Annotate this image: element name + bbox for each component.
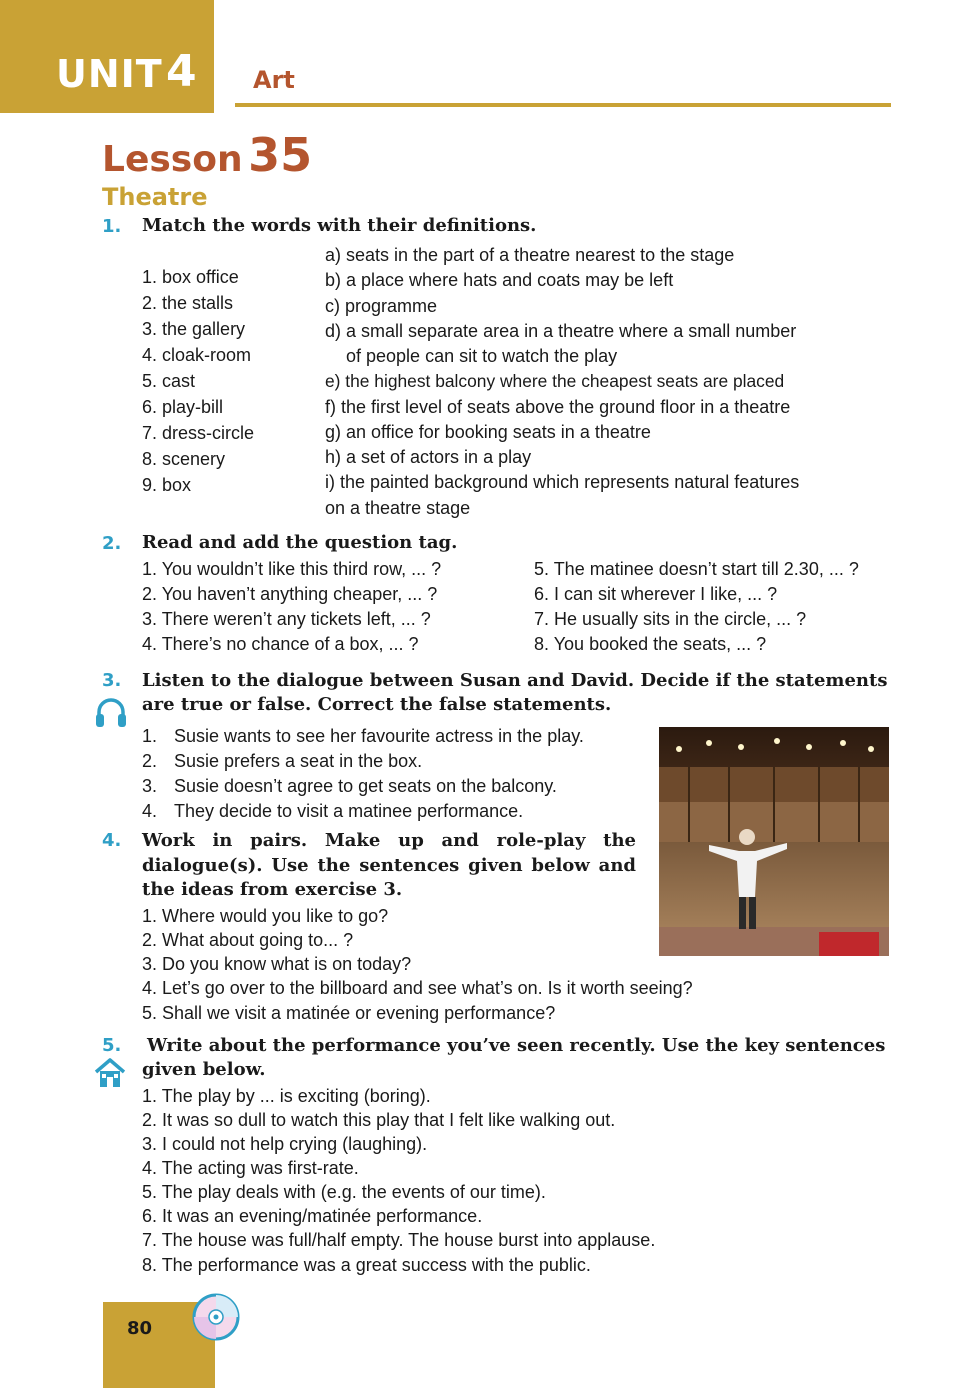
question-tag-item: 4. There’s no chance of a box, ... ? (142, 634, 419, 654)
question-tag-item: 6. I can sit wherever I like, ... ? (534, 584, 778, 604)
statement-text: Susie doesn’t agree to get seats on the balcony. (174, 776, 557, 796)
house-icon (94, 1058, 126, 1088)
word-item: 7. dress-circle (142, 423, 255, 443)
key-sentence: 3. I could not help crying (laughing). (142, 1134, 428, 1154)
word-item: 3. the gallery (142, 319, 246, 339)
word-item: 5. cast (142, 371, 196, 391)
key-sentence: 7. The house was full/half empty. The house burst into applause. (142, 1230, 656, 1250)
word-item: 6. play-bill (142, 397, 224, 417)
key-sentence: 5. The play deals with (e.g. the events of our time). (142, 1182, 546, 1202)
statement-number: 3. (142, 776, 158, 796)
exercise-2-instruction: Read and add the question tag. (142, 532, 458, 553)
statement-text: Susie wants to see her favourite actress in the play. (174, 726, 584, 746)
key-sentence: 8. The performance was a great success with the public. (142, 1255, 591, 1275)
exercise-1-instruction: Match the words with their definitions. (142, 215, 537, 236)
definition-item: a) seats in the part of a theatre nearest to the stage (325, 245, 735, 265)
word-item: 4. cloak-room (142, 345, 252, 365)
exercise-5-instruction-line-1: Write about the performance you’ve seen recently. Use the key sentences (147, 1035, 886, 1056)
lesson-number: 35 (248, 128, 313, 182)
exercise-4-instruction-line-2: dialogue(s). Use the sentences given below and (142, 855, 636, 876)
key-sentence: 4. The acting was first-rate. (142, 1158, 359, 1178)
definition-item: on a theatre stage (325, 498, 471, 518)
dialogue-sentence: 1. Where would you like to go? (142, 906, 389, 926)
exercise-5-instruction-line-2: given below. (142, 1059, 266, 1080)
definition-item: e) the highest balcony where the cheapest seats are placed (325, 371, 785, 391)
statement-number: 2. (142, 751, 158, 771)
lesson-subtitle: Theatre (102, 183, 208, 211)
word-item: 2. the stalls (142, 293, 234, 313)
word-item: 1. box office (142, 267, 239, 287)
exercise-5-number: 5. (102, 1035, 122, 1056)
definition-item: c) programme (325, 296, 438, 316)
question-tag-item: 3. There weren’t any tickets left, ... ? (142, 609, 431, 629)
key-sentence: 6. It was an evening/matinée performance. (142, 1206, 483, 1226)
word-item: 8. scenery (142, 449, 226, 469)
question-tag-item: 5. The matinee doesn’t start till 2.30, ... ? (534, 559, 859, 579)
exercise-1-number: 1. (102, 216, 122, 237)
page-number: 80 (127, 1318, 153, 1339)
dialogue-sentence: 3. Do you know what is on today? (142, 954, 412, 974)
dialogue-sentence: 5. Shall we visit a matinée or evening performance? (142, 1003, 556, 1023)
exercise-3-number: 3. (102, 670, 122, 691)
statement-text: Susie prefers a seat in the box. (174, 751, 423, 771)
headphones-icon (94, 697, 128, 729)
exercise-4-instruction-line-1: Work in pairs. Make up and role-play the (142, 830, 636, 851)
question-tag-item: 2. You haven’t anything cheaper, ... ? (142, 584, 438, 604)
unit-title: Art (253, 66, 295, 94)
theatre-photo (659, 727, 889, 956)
question-tag-item: 7. He usually sits in the circle, ... ? (534, 609, 807, 629)
statement-text: They decide to visit a matinee performance. (174, 801, 524, 821)
lesson-title (102, 128, 312, 182)
key-sentence: 1. The play by ... is exciting (boring). (142, 1086, 431, 1106)
exercise-4-number: 4. (102, 830, 122, 851)
definition-item: h) a set of actors in a play (325, 447, 532, 467)
exercise-3-instruction-line-2: are true or false. Correct the false statements. (142, 694, 612, 715)
word-item: 9. box (142, 475, 192, 495)
exercise-4-instruction-line-3: the ideas from exercise 3. (142, 879, 403, 900)
definition-item: of people can sit to watch the play (346, 346, 618, 366)
definition-item: f) the first level of seats above the ground floor in a theatre (325, 397, 791, 417)
dialogue-sentence: 2. What about going to... ? (142, 930, 354, 950)
key-sentence: 2. It was so dull to watch this play that I felt like walking out. (142, 1110, 616, 1130)
unit-label: UNIT (56, 52, 163, 96)
lesson-word: Lesson (102, 139, 243, 180)
dialogue-sentence: 4. Let’s go over to the billboard and see what’s on. Is it worth seeing? (142, 978, 693, 998)
definition-item: b) a place where hats and coats may be left (325, 270, 674, 290)
question-tag-item: 8. You booked the seats, ... ? (534, 634, 767, 654)
cd-icon (191, 1292, 241, 1342)
header-rule (235, 103, 891, 107)
definition-item: g) an office for booking seats in a theatre (325, 422, 651, 442)
statement-number: 4. (142, 801, 158, 821)
unit-number: 4 (166, 46, 197, 97)
definition-item: i) the painted background which represents natural features (325, 472, 800, 492)
question-tag-item: 1. You wouldn’t like this third row, ... ? (142, 559, 442, 579)
statement-number: 1. (142, 726, 158, 746)
definition-item: d) a small separate area in a theatre where a small number (325, 321, 797, 341)
exercise-3-instruction-line-1: Listen to the dialogue between Susan and David. Decide if the statements (142, 670, 888, 691)
exercise-2-number: 2. (102, 533, 122, 554)
